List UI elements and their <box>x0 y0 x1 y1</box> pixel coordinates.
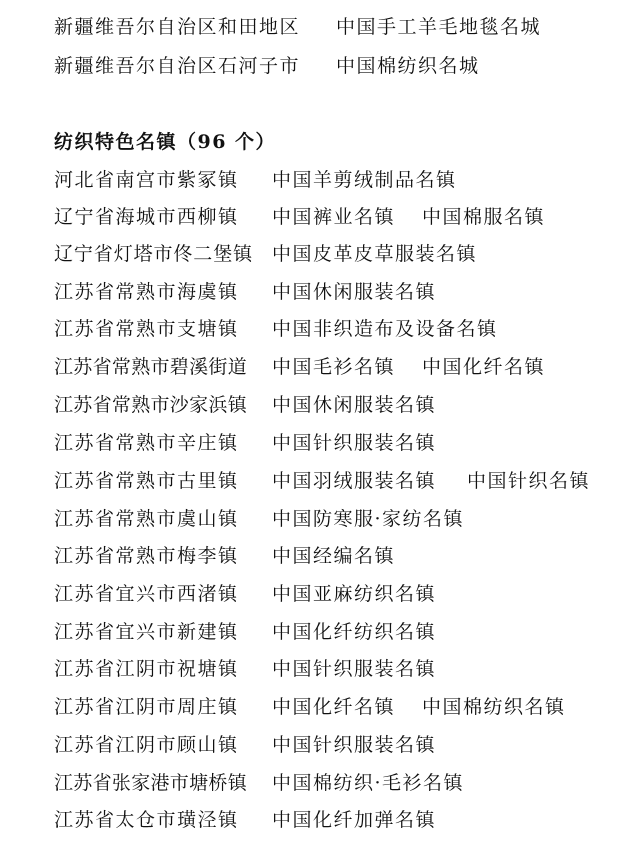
honor-title: 中国非织造布及设备名镇 <box>272 318 498 340</box>
honor-title: 中国羽绒服装名镇 <box>272 470 437 492</box>
honor-title: 中国裤业名镇 <box>272 206 396 228</box>
honor-title: 中国棉纺织·毛衫名镇 <box>272 772 465 794</box>
list-item <box>54 541 620 571</box>
place-name: 江苏省太仓市璜泾镇 <box>54 809 239 831</box>
honor-title: 中国手工羊毛地毯名城 <box>336 16 542 38</box>
place-name: 江苏省宜兴市新建镇 <box>54 621 239 643</box>
honor-title: 中国毛衫名镇 <box>272 356 396 378</box>
honor-title: 中国皮革皮草服装名镇 <box>272 243 478 265</box>
list-item <box>54 692 620 722</box>
honor-title: 中国棉服名镇 <box>422 206 546 228</box>
honor-title: 中国经编名镇 <box>272 545 396 567</box>
place-name: 新疆维吾尔自治区石河子市 <box>54 55 301 77</box>
list-item <box>54 314 620 344</box>
place-name: 辽宁省灯塔市佟二堡镇 <box>54 243 254 265</box>
place-name: 江苏省常熟市支塘镇 <box>54 318 239 340</box>
honor-title: 中国针织服装名镇 <box>272 734 437 756</box>
list-item <box>54 165 620 195</box>
list-item <box>54 202 620 232</box>
list-item <box>54 428 620 458</box>
list-item <box>54 466 620 496</box>
honor-title: 中国休闲服装名镇 <box>272 281 437 303</box>
place-name: 江苏省常熟市梅李镇 <box>54 545 239 567</box>
place-name: 江苏省常熟市辛庄镇 <box>54 432 239 454</box>
place-name: 江苏省张家港市塘桥镇 <box>54 772 248 794</box>
honor-title: 中国亚麻纺织名镇 <box>272 583 437 605</box>
honor-title: 中国针织服装名镇 <box>272 432 437 454</box>
list-item <box>54 51 620 81</box>
place-name: 新疆维吾尔自治区和田地区 <box>54 16 301 38</box>
place-name: 江苏省宜兴市西渚镇 <box>54 583 239 605</box>
honor-title: 中国棉纺织名城 <box>336 55 480 77</box>
honor-title: 中国化纤纺织名镇 <box>272 621 437 643</box>
honor-title: 中国化纤名镇 <box>422 356 546 378</box>
list-item <box>54 579 620 609</box>
list-item <box>54 277 620 307</box>
honor-title: 中国针织服装名镇 <box>272 658 437 680</box>
list-item <box>54 504 620 534</box>
honor-title: 中国棉纺织名镇 <box>422 696 566 718</box>
place-name: 江苏省常熟市古里镇 <box>54 470 239 492</box>
place-name: 江苏省常熟市海虞镇 <box>54 281 239 303</box>
honor-title: 中国防寒服·家纺名镇 <box>272 508 465 530</box>
honor-title: 中国化纤加弹名镇 <box>272 809 437 831</box>
place-name: 江苏省常熟市碧溪街道 <box>54 356 248 378</box>
place-name: 江苏省常熟市沙家浜镇 <box>54 394 248 416</box>
place-name: 江苏省江阴市周庄镇 <box>54 696 239 718</box>
list-item <box>54 390 620 420</box>
list-item <box>54 730 620 760</box>
honor-title: 中国针织名镇 <box>467 470 591 492</box>
place-name: 河北省南宫市紫冢镇 <box>54 169 239 191</box>
honor-title: 中国化纤名镇 <box>272 696 396 718</box>
honor-title: 中国羊剪绒制品名镇 <box>272 169 457 191</box>
place-name: 江苏省江阴市顾山镇 <box>54 734 239 756</box>
place-name: 江苏省常熟市虞山镇 <box>54 508 239 530</box>
section-heading: 纺织特色名镇（96 个） <box>54 131 277 153</box>
list-item <box>54 654 620 684</box>
list-item <box>54 352 620 382</box>
list-item <box>54 805 620 835</box>
list-item <box>54 239 620 269</box>
list-item <box>54 12 620 42</box>
place-name: 江苏省江阴市祝塘镇 <box>54 658 239 680</box>
list-item <box>54 617 620 647</box>
honor-title: 中国休闲服装名镇 <box>272 394 437 416</box>
place-name: 辽宁省海城市西柳镇 <box>54 206 239 228</box>
list-item <box>54 768 620 798</box>
